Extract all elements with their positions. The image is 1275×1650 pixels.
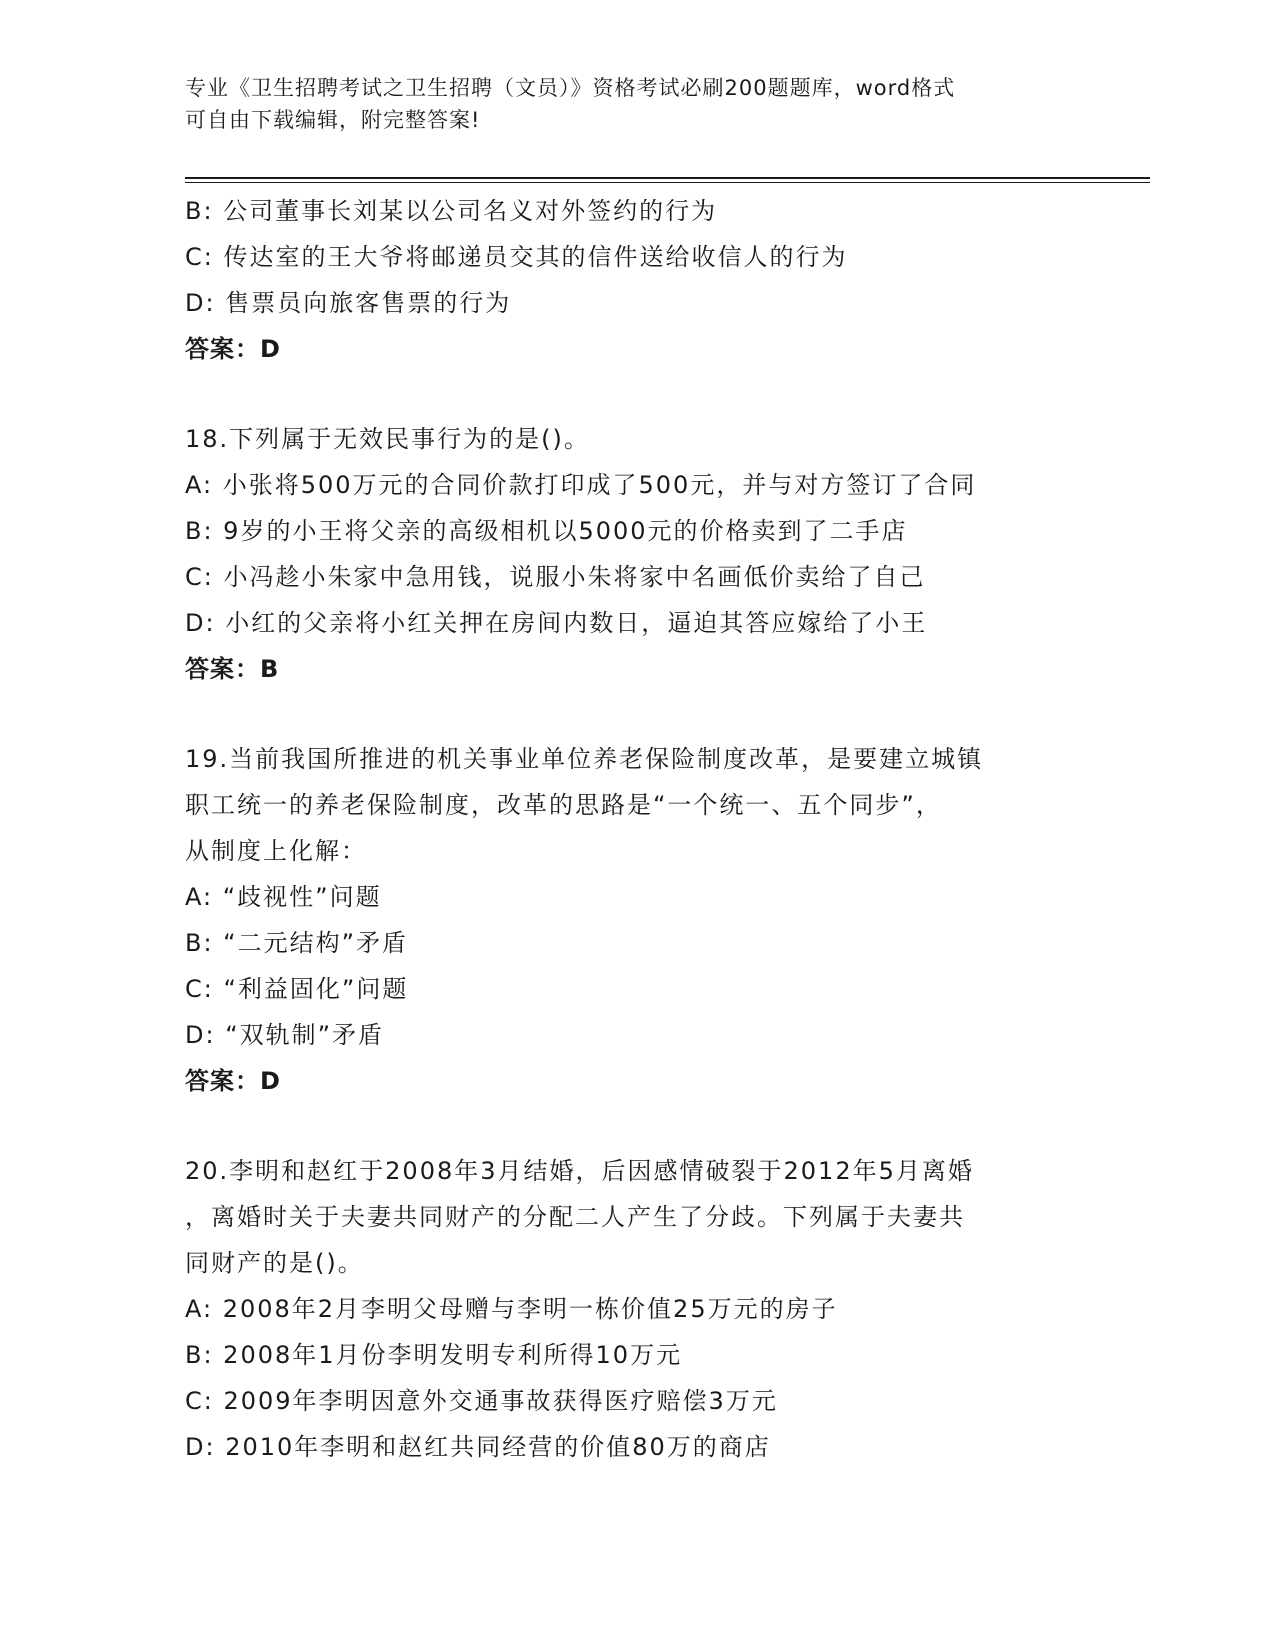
question-18 xyxy=(185,416,1085,692)
question-stem-line-1: 20.李明和赵红于2008年3月结婚，后因感情破裂于2012年5月离婚 xyxy=(185,1157,974,1185)
option-a: A: 2008年2月李明父母赠与李明一栋价值25万元的房子 xyxy=(185,1295,838,1323)
question-stem: 18.下列属于无效民事行为的是()。 xyxy=(185,425,590,453)
question-stem-line-2: 职工统一的养老保险制度，改革的思路是“一个统一、五个同步”， xyxy=(185,791,942,819)
question-20 xyxy=(185,1148,1085,1470)
option-c: C: “利益固化”问题 xyxy=(185,975,409,1003)
header-divider-thick xyxy=(185,177,1150,179)
answer-label: 答案：D xyxy=(185,1067,281,1095)
option-d: D: 小红的父亲将小红关押在房间内数日，逼迫其答应嫁给了小王 xyxy=(185,609,928,637)
header-line-1: 专业《卫生招聘考试之卫生招聘（文员）》资格考试必刷200题题库，word格式 xyxy=(185,76,956,100)
option-c: C: 小冯趁小朱家中急用钱，说服小朱将家中名画低价卖给了自己 xyxy=(185,563,926,591)
document-header xyxy=(185,72,1065,136)
option-b: B: “二元结构”矛盾 xyxy=(185,929,409,957)
option-c: C: 2009年李明因意外交通事故获得医疗赔偿3万元 xyxy=(185,1387,778,1415)
question-stem-line-1: 19.当前我国所推进的机关事业单位养老保险制度改革，是要建立城镇 xyxy=(185,745,984,773)
question-stem-line-3: 同财产的是()。 xyxy=(185,1249,364,1277)
option-a: A: “歧视性”问题 xyxy=(185,883,382,911)
option-d: D: “双轨制”矛盾 xyxy=(185,1021,385,1049)
question-list xyxy=(185,188,1085,1470)
header-line-2: 可自由下载编辑，附完整答案! xyxy=(185,108,481,132)
option-a: A: 小张将500万元的合同价款打印成了500元，并与对方签订了合同 xyxy=(185,471,977,499)
question-19 xyxy=(185,736,1085,1104)
answer-label: 答案：B xyxy=(185,655,280,683)
option-b: B: 公司董事长刘某以公司名义对外签约的行为 xyxy=(185,197,718,225)
spacer xyxy=(185,692,1085,736)
question-17 xyxy=(185,188,1085,372)
spacer xyxy=(185,1104,1085,1148)
option-b: B: 9岁的小王将父亲的高级相机以5000元的价格卖到了二手店 xyxy=(185,517,908,545)
option-d: D: 2010年李明和赵红共同经营的价值80万的商店 xyxy=(185,1433,771,1461)
header-divider-thin xyxy=(185,182,1150,183)
answer-label: 答案：D xyxy=(185,335,281,363)
option-b: B: 2008年1月份李明发明专利所得10万元 xyxy=(185,1341,683,1369)
question-stem-line-2: ，离婚时关于夫妻共同财产的分配二人产生了分歧。下列属于夫妻共 xyxy=(185,1203,965,1231)
question-stem-line-3: 从制度上化解： xyxy=(185,837,367,865)
option-c: C: 传达室的王大爷将邮递员交其的信件送给收信人的行为 xyxy=(185,243,848,271)
option-d: D: 售票员向旅客售票的行为 xyxy=(185,289,512,317)
spacer xyxy=(185,372,1085,416)
